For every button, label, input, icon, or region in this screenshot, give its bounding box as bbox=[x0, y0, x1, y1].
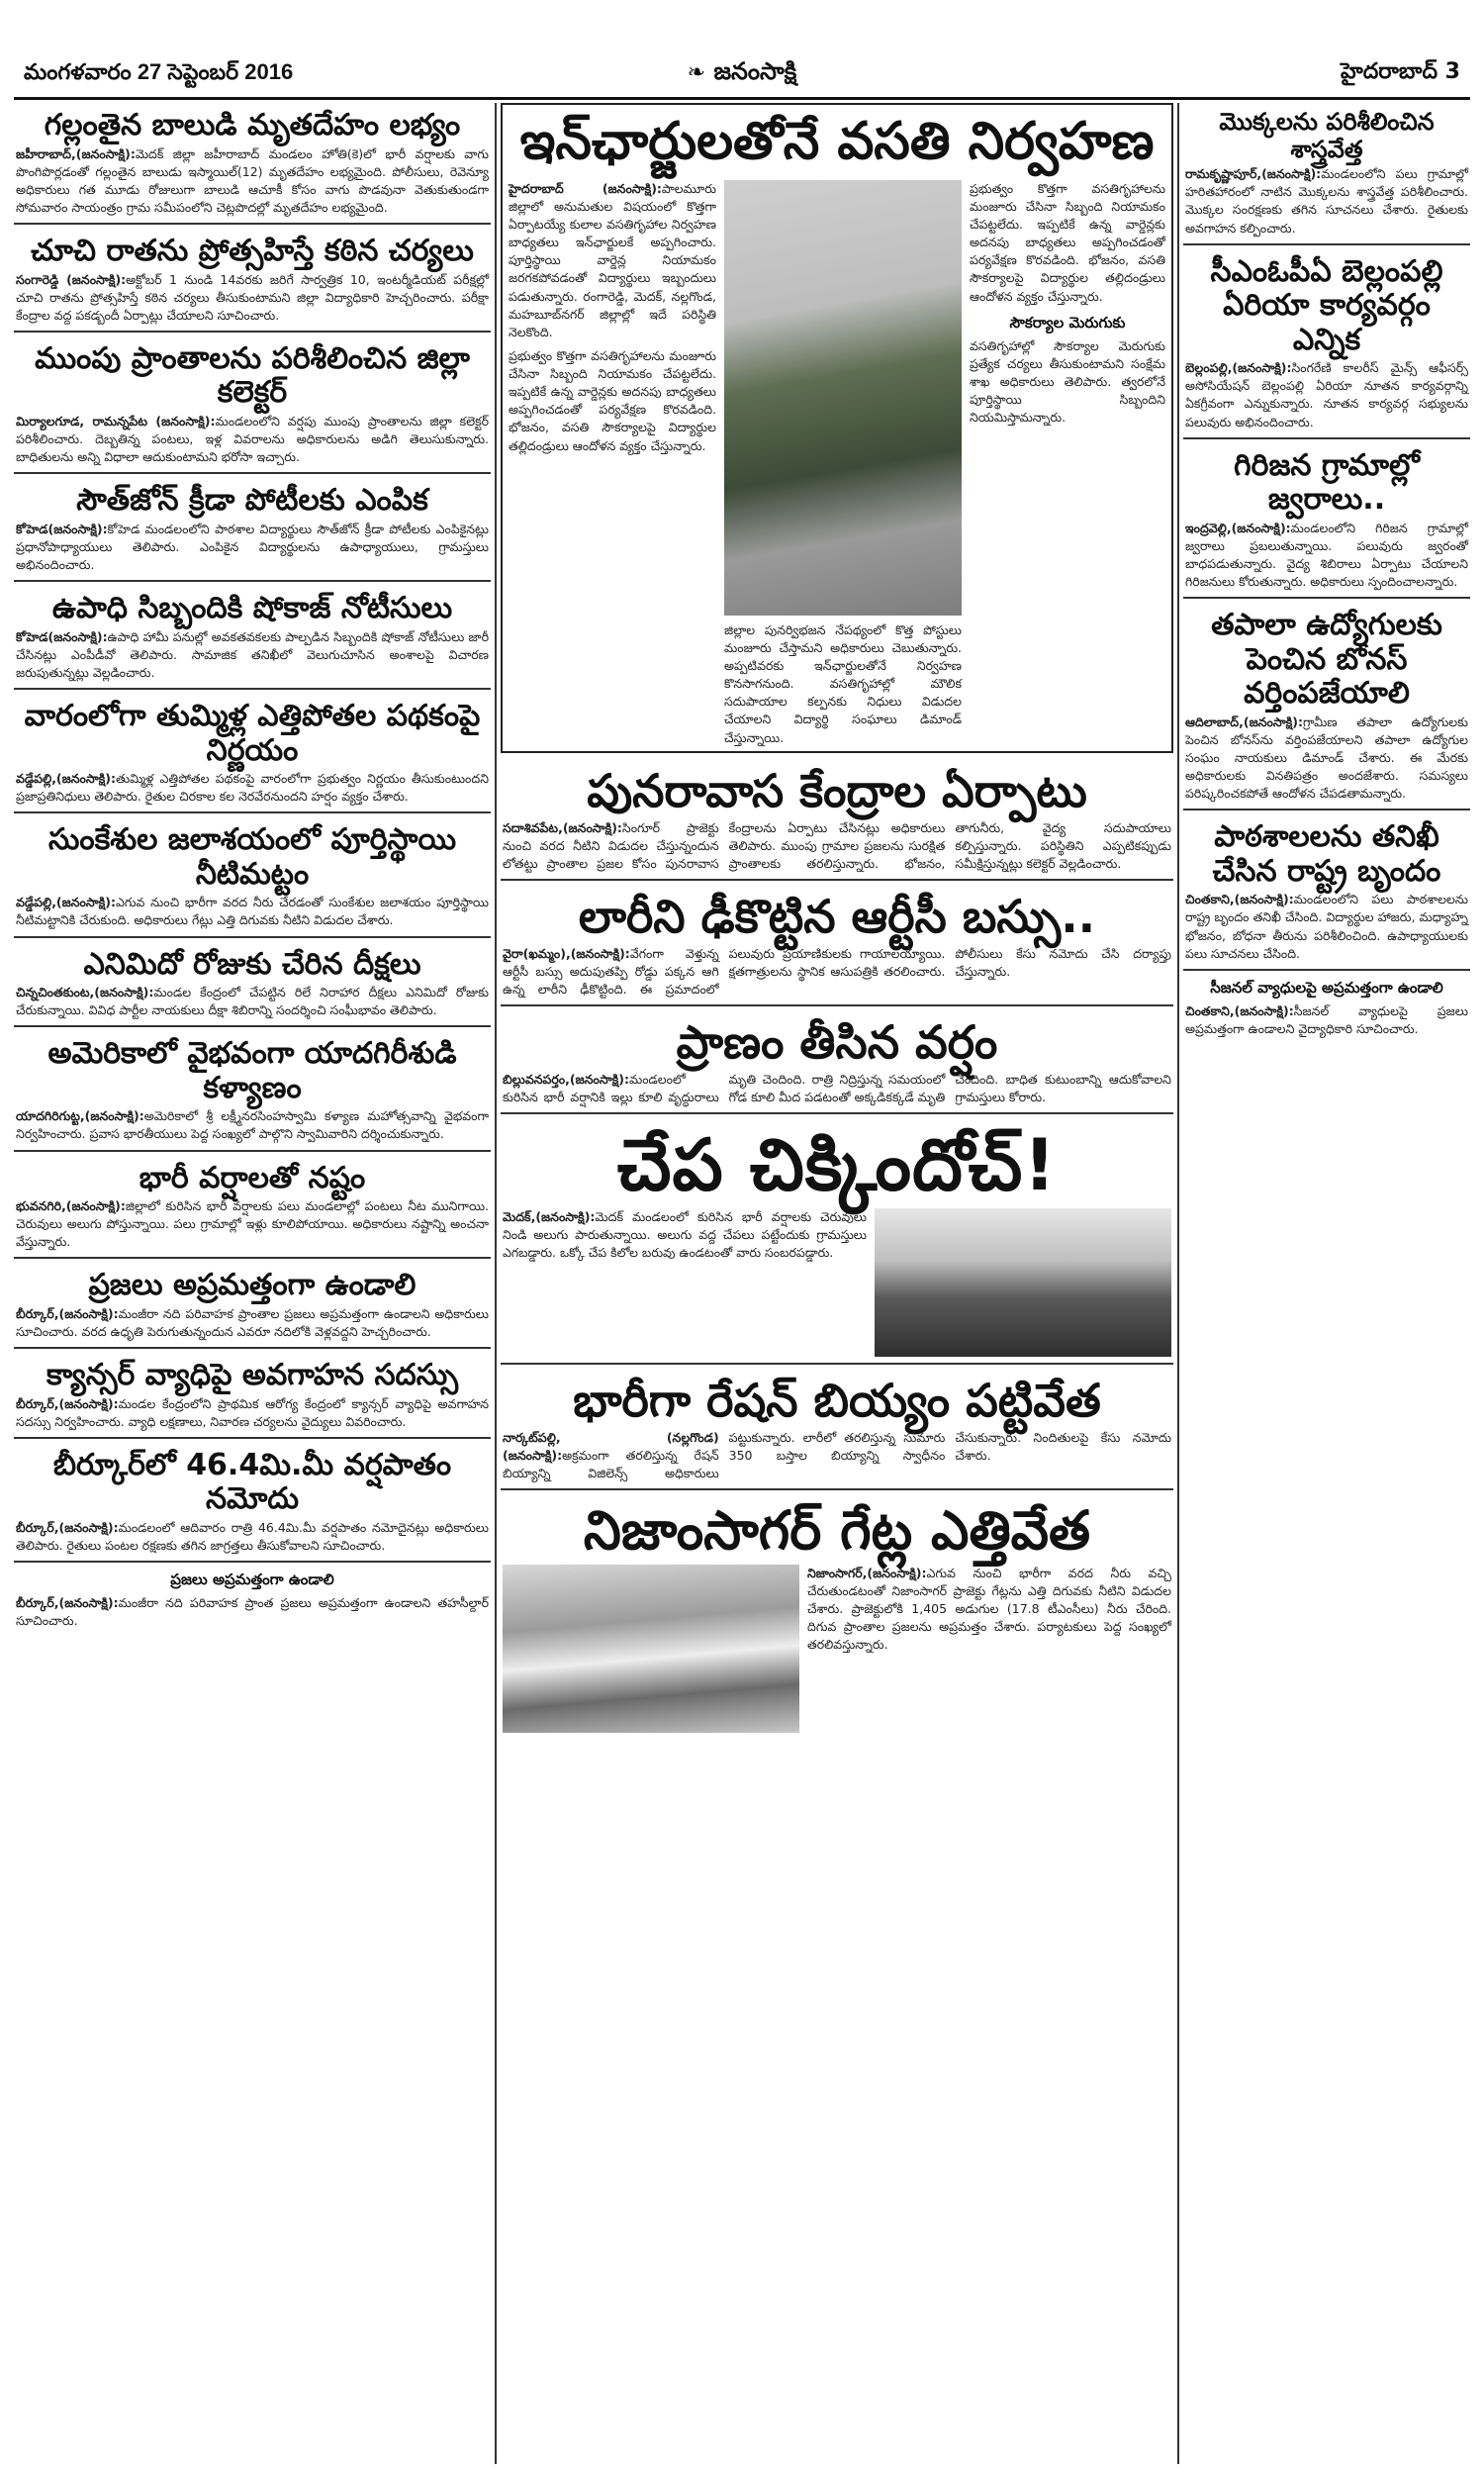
story-headline: ఉపాధి సిబ్బందికి షోకాజ్ నోటీసులు bbox=[51, 591, 453, 626]
left-column bbox=[14, 103, 491, 2464]
lead-dateline: హైదరాబాద్ (జనంసాక్షి): bbox=[509, 180, 662, 196]
story-body bbox=[503, 1208, 867, 1357]
story-text: కోహెడ మండలంలోని పాఠశాల విద్యార్థులు సౌత్‌జోన్ క్రీడా పోటీలకు ఎంపికైనట్లు ప్రధానోపాధ్యాయులు తెలిపారు. ఎంపికైన విద్యార్థులను ఉపాధ్యాయులు, గ్రామస్తులు అభినందించారు. bbox=[16, 521, 489, 572]
story-body bbox=[16, 1197, 489, 1251]
story-dateline: జహీరాబాద్,(జనంసాక్షి): bbox=[16, 145, 136, 161]
story-dateline: కోహెడ(జనంసాక్షి): bbox=[16, 521, 108, 536]
story-dateline: సంగారెడ్డి (జనంసాక్షి): bbox=[16, 271, 127, 287]
lead-col-1 bbox=[509, 180, 716, 747]
story-body bbox=[16, 1305, 489, 1341]
road-median-plants-photo bbox=[724, 180, 962, 616]
story-row bbox=[503, 1565, 1171, 1733]
news-story bbox=[501, 885, 1173, 1006]
lead-subhead: సౌకర్యాల మెరుగుకు bbox=[1009, 313, 1126, 332]
story-headline: సౌత్‌జోన్ క్రీడా పోటీలకు ఎంపిక bbox=[76, 483, 428, 519]
story-text: మండలంలో కురిసిన భారీ వర్షానికి ఇల్లు కూలి వృద్ధురాలు మృతి చెందింది. రాత్రి నిద్రిస్తున్న సమయంలో గోడ కూలి మీద పడటంతో అక్కడికక్కడే మృతి చెందింది. బాధిత కుటుంబాన్ని ఆదుకోవాలని గ్రామస్తులు కోరారు. bbox=[503, 1072, 1171, 1105]
news-story bbox=[501, 759, 1173, 881]
story-text: మెదక్ మండలంలో కురిసిన భారీ వర్షాలకు చెరువులు నిండి అలుగు పారుతున్నాయి. అలుగు వద్ద చేపలు పట్టేందుకు గ్రామస్తులు ఎగబడ్డారు. ఒక్కో చేప కిలోల బరువు ఉండటంతో వారు సంబరపడ్డారు. bbox=[503, 1209, 867, 1261]
story-text: మంజీరా నది పరివాహక ప్రాంతాల ప్రజలు అప్రమత్తంగా ఉండాలని అధికారులు సూచించారు. వరద ఉధృతి పెరుగుతున్నందున ఎవరూ నదిలోకి వెళ్లవద్దని హెచ్చరించారు. bbox=[16, 1305, 489, 1339]
story-subhead: ప్రజలు అప్రమత్తంగా ఉండాలి bbox=[170, 1571, 334, 1589]
story-headline: చేప చిక్కిందోచ్! bbox=[616, 1123, 1058, 1207]
story-row bbox=[503, 1208, 1171, 1357]
lead-text-cont: ప్రభుత్వం కొత్తగా వసతిగృహాలను మంజూరు చేసినా సిబ్బంది నియామకం చేపట్టలేదు. ఇప్పటికే ఉన్న వార్డెన్లకు అదనపు బాధ్యతలు అప్పగించడంతో పర్యవేక్షణ కొరవడింది. భోజనం, వసతి సౌకర్యాలపై విద్యార్థుల తల్లిదండ్రులు ఆందోళన వ్యక్తం చేస్తున్నారు. bbox=[970, 180, 1165, 304]
middle-column bbox=[501, 103, 1173, 2464]
story-dateline: బీర్కూర్,(జనంసాక్షి): bbox=[16, 1305, 119, 1321]
story-text: సింగూర్ ప్రాజెక్టు నుంచి వరద నీటిని విడుదల చేస్తున్నందున లోతట్టు ప్రాంతాల ప్రజల కోసం పునరావాస కేంద్రాలను ఏర్పాటు చేసినట్లు అధికారులు తెలిపారు. ముంపు గ్రామాల ప్రజలను సురక్షిత ప్రాంతాలకు తరలిస్తున్నారు. భోజనం, తాగునీరు, వైద్య సదుపాయాలు కల్పిస్తున్నారు. పరిస్థితిని ఎప్పటికప్పుడు సమీక్షిస్తున్నట్లు కలెక్టర్ వెల్లడించారు. bbox=[503, 819, 1171, 871]
story-text: మండలంలో ఆదివారం రాత్రి 46.4మి.మీ వర్షపాతం నమోదైనట్లు అధికారులు తెలిపారు. రైతులు పంటల రక్షణకు తగిన జాగ్రత్తలు తీసుకోవాలని సూచించారు. bbox=[16, 1519, 489, 1553]
story-text: ఎగువ నుంచి భారీగా వరద నీరు వచ్చి చేరుతుండటంతో నిజాంసాగర్ ప్రాజెక్టు గేట్లను ఎత్తి దిగువకు నీటిని విడుదల చేశారు. ప్రాజెక్టులోకి 1,405 అడుగుల (17.8 టీఎంసీలు) నీరు చేరింది. దిగువ ప్రాంతాల ప్రజలను అప్రమత్తం చేశారు. పర్యాటకులు పెద్ద సంఖ్యలో తరలివస్తున్నారు. bbox=[807, 1565, 1171, 1652]
newspaper-logo bbox=[613, 57, 871, 91]
story-body bbox=[16, 1519, 489, 1555]
story-text: మండలంలోని గిరిజన గ్రామాల్లో జ్వరాలు ప్రబలుతున్నాయి. పలువురు జ్వరంతో బాధపడుతున్నారు. వైద్య శిబిరాలు ఏర్పాటు చేయాలని గిరిజనులు కోరుతున్నారు. అధికారులు స్పందించాలన్నారు. bbox=[1185, 520, 1468, 590]
story-text: మండల కేంద్రంలో చేపట్టిన రిలే నిరాహార దీక్షలు ఎనిమిదో రోజుకు చేరుకున్నాయి. వివిధ పార్టీల నాయకులు దీక్షా శిబిరాన్ని సందర్శించి సంఘీభావం తెలిపారు. bbox=[16, 985, 489, 1018]
story-body bbox=[503, 945, 1171, 999]
lead-col-2 bbox=[724, 180, 962, 747]
dam-gates-photo bbox=[503, 1565, 799, 1733]
story-dateline: ఆదిలాబాద్,(జనంసాక్షి): bbox=[1185, 714, 1303, 729]
story-headline: మొక్కలను పరిశీలించిన శాస్త్రవేత్త bbox=[1219, 108, 1435, 163]
lead-headline: ఇన్‌ఛార్జులతోనే వసతి నిర్వహణ bbox=[519, 112, 1155, 171]
story-headline: తపాలా ఉద్యోగులకు పెంచిన బోనస్ వర్తింపజేయాలి bbox=[1211, 608, 1442, 712]
story-text: సీజనల్ వ్యాధులపై ప్రజలు అప్రమత్తంగా ఉండాలని వైద్యాధికారి సూచించారు. bbox=[1185, 1002, 1468, 1036]
story-dateline: బెల్లంపల్లి,(జనంసాక్షి): bbox=[1185, 360, 1292, 376]
news-story bbox=[14, 1443, 491, 1563]
story-headline: లారీని ఢీకొట్టిన ఆర్టీసీ బస్సు.. bbox=[578, 889, 1096, 943]
fish-catch-crowd-photo bbox=[875, 1208, 1171, 1357]
story-dateline: వడ్డేపల్లి,(జనంసాక్షి): bbox=[16, 771, 117, 786]
news-story bbox=[14, 103, 491, 225]
news-story bbox=[14, 1263, 491, 1349]
story-dateline: మెదక్,(జనంసాక్షి): bbox=[503, 1209, 596, 1225]
column-divider bbox=[495, 103, 497, 2464]
story-dateline: రామకృష్ణాపూర్,(జనంసాక్షి): bbox=[1185, 166, 1322, 182]
story-headline: భారీగా రేషన్ బియ్యం పట్టివేత bbox=[573, 1374, 1101, 1428]
news-story bbox=[14, 694, 491, 813]
story-headline: ప్రజలు అప్రమత్తంగా ఉండాలి bbox=[88, 1268, 417, 1303]
news-story bbox=[501, 1494, 1173, 1738]
lead-text-cont: వసతిగృహాల్లో సౌకర్యాల మెరుగుకు ప్రత్యేక చర్యలు తీసుకుంటామని సంక్షేమ శాఖ అధికారులు తెలిపారు. త్వరలోనే పూర్తిస్థాయి సిబ్బందిని నియమిస్తామన్నారు. bbox=[970, 337, 1165, 426]
lead-story bbox=[501, 103, 1173, 753]
story-body bbox=[16, 894, 489, 929]
story-dateline: సదాశివపేట,(జనంసాక్షి): bbox=[503, 819, 622, 835]
story-text: అక్రమంగా తరలిస్తున్న రేషన్ బియ్యాన్ని విజిలెన్స్ అధికారులు పట్టుకున్నారు. లారీలో తరలిస్తున్న సుమారు 350 బస్తాల బియ్యాన్ని స్వాధీనం చేసుకున్నారు. నిందితులపై కేసు నమోదు చేశారు. bbox=[503, 1430, 1171, 1481]
story-text: అక్టోబర్ 1 నుండి 14వరకు జరిగే సార్వత్రిక 10, ఇంటర్మీడియట్ పరీక్షల్లో చూచి రాతను ప్రోత్సహిస్తే కఠిన చర్యలు తీసుకుంటామని జిల్లా విద్యాధికారి హెచ్చరించారు. పరీక్షా కేంద్రాల వద్ద పకడ్బందీ ఏర్పాట్లు చేయాలని సూచించారు. bbox=[16, 271, 489, 323]
story-headline: చూచి రాతను ప్రోత్సహిస్తే కఠిన చర్యలు bbox=[31, 234, 474, 268]
news-story bbox=[501, 1369, 1173, 1490]
story-body bbox=[1185, 165, 1468, 238]
news-story bbox=[501, 1010, 1173, 1114]
story-headline: పాఠశాలలను తనిఖీ చేసిన రాష్ట్ర బృందం bbox=[1212, 819, 1441, 889]
story-text: వేగంగా వెళ్తున్న ఆర్టీసీ బస్సు అదుపుతప్పి రోడ్డు పక్కన ఆగి ఉన్న లారీని ఢీకొట్టింది. ఈ ప్రమాదంలో పలువురు ప్రయాణికులకు గాయాలయ్యాయి. క్షతగాత్రులను స్థానిక ఆసుపత్రికి తరలించారు. పోలీసులు కేసు నమోదు చేసి దర్యాప్తు చేస్తున్నారు. bbox=[503, 945, 1171, 998]
story-body bbox=[1185, 1002, 1468, 1038]
news-story bbox=[1183, 603, 1470, 810]
story-text: గ్రామీణ తపాలా ఉద్యోగులకు పెంచిన బోనస్‌ను వర్తింపజేయాలని తపాలా ఉద్యోగుల సంఘం నాయకులు డిమాండ్ చేశారు. ఈ మేరకు అధికారులకు వినతిపత్రం అందజేశారు. సమస్యలు పరిష్కరించకపోతే ఆందోళన చేపడతామన్నారు. bbox=[1185, 714, 1468, 802]
news-story bbox=[1183, 814, 1470, 971]
story-headline: అమెరికాలో వైభవంగా యాదగిరీశుడి కళ్యాణం bbox=[47, 1036, 457, 1105]
story-body bbox=[1185, 359, 1468, 431]
story-dateline: వడ్డేపల్లి,(జనంసాక్షి): bbox=[16, 895, 117, 910]
logo-icon: ❧ bbox=[687, 60, 706, 85]
story-dateline: బీర్కూర్,(జనంసాక్షి): bbox=[16, 1519, 119, 1535]
story-dateline: చిన్నచింతకుంట,(జనంసాక్షి): bbox=[16, 985, 154, 1000]
story-body bbox=[1185, 714, 1468, 804]
news-story bbox=[14, 229, 491, 333]
issue-date: మంగళవారం 27 సెప్టెంబర్ 2016 bbox=[24, 59, 294, 84]
story-text: తుమ్మిళ్ల ఎత్తిపోతల పథకంపై వారంలోగా ప్రభుత్వం నిర్ణయం తీసుకుంటుందని ప్రజాప్రతినిధులు తెలిపారు. రైతుల చిరకాల కల నెరవేరనుందని హర్షం వ్యక్తం చేశారు. bbox=[16, 771, 489, 805]
news-story bbox=[14, 1567, 491, 1636]
story-text: మంజీరా నది పరివాహక ప్రాంత ప్రజలు అప్రమత్తంగా ఉండాలని తహసీల్దార్ సూచించారు. bbox=[16, 1595, 489, 1629]
story-dateline: ఇంద్రవెల్లి,(జనంసాక్షి): bbox=[1185, 520, 1291, 535]
news-story bbox=[1183, 249, 1470, 439]
story-headline: ప్రాణం తీసిన వర్షం bbox=[676, 1015, 998, 1070]
lead-text-cont: జిల్లాల పునర్విభజన నేపథ్యంలో కొత్త పోస్టులు మంజూరు చేస్తామని అధికారులు చెబుతున్నారు. అప్పటివరకు ఇన్‌ఛార్జులతోనే నిర్వహణ కొనసాగనుంది. వసతిగృహాల్లో మౌలిక సదుపాయాల కల్పనకు నిధులు విడుదల చేయాలని విద్యార్థి సంఘాలు డిమాండ్ చేస్తున్నాయి. bbox=[724, 621, 962, 745]
story-dateline: వైరా(ఖమ్మం),(జనంసాక్షి): bbox=[503, 945, 630, 961]
lead-col-3 bbox=[970, 180, 1165, 747]
column-divider bbox=[1177, 103, 1179, 2464]
story-headline: గల్లంతైన బాలుడి మృతదేహం లభ్యం bbox=[44, 108, 461, 143]
story-headline: ముంపు ప్రాంతాలను పరిశీలించిన జిల్లా కలెక్టర్ bbox=[35, 340, 470, 411]
story-body bbox=[16, 271, 489, 325]
story-headline: నిజాంసాగర్ గేట్ల ఎత్తివేత bbox=[583, 1499, 1091, 1563]
news-story bbox=[14, 586, 491, 690]
news-story bbox=[501, 1118, 1173, 1365]
story-body bbox=[16, 984, 489, 1019]
news-story bbox=[14, 942, 491, 1028]
masthead bbox=[0, 0, 1484, 99]
story-dateline: మిర్యాలగూడ, రామన్నపేట (జనంసాక్షి): bbox=[16, 413, 216, 428]
logo-text: జనంసాక్షి bbox=[713, 57, 797, 85]
lead-body bbox=[509, 180, 716, 341]
story-dateline: నిజాంసాగర్,(జనంసాక్షి): bbox=[807, 1565, 927, 1580]
edition-city-page: హైదరాబాద్ 3 bbox=[1341, 59, 1460, 84]
story-body bbox=[16, 628, 489, 682]
story-body bbox=[16, 1107, 489, 1143]
story-text: మండలంలోని వర్షపు ముంపు ప్రాంతాలను జిల్లా కలెక్టర్ పరిశీలించారు. దెబ్బతిన్న పంటలు, ఇళ్ల వివరాలను అధికారులను అడిగి తెలుసుకున్నారు. బాధితులను అన్ని విధాలా ఆదుకుంటామని భరోసా ఇచ్చారు. bbox=[16, 413, 490, 465]
news-story bbox=[14, 817, 491, 937]
story-dateline: బీర్కూర్,(జనంసాక్షి): bbox=[16, 1595, 119, 1611]
news-story bbox=[14, 1353, 491, 1439]
story-headline: సుంకేశుల జలాశయంలో పూర్తిస్థాయి నీటిమట్టం bbox=[47, 822, 457, 892]
story-headline: ఎనిమిదో రోజుకు చేరిన దీక్షలు bbox=[83, 946, 421, 982]
story-body bbox=[16, 770, 489, 806]
story-text: ఎగువ నుంచి భారీగా వరద నీరు చేరడంతో సుంకేశుల జలాశయం పూర్తిస్థాయి నీటిమట్టానికి చేరుకుంది. అధికారులు గేట్లు ఎత్తి దిగువకు నీటిని విడుదల చేశారు. bbox=[16, 895, 489, 928]
story-text: మండలంలోని పలు పాఠశాలలను రాష్ట్ర బృందం తనిఖీ చేసింది. విద్యార్థుల హాజరు, మధ్యాహ్న భోజనం, బోధనా తీరును పరిశీలించింది. ఉపాధ్యాయులకు పలు సూచనలు చేసింది. bbox=[1185, 892, 1468, 961]
story-headline: క్యాన్సర్ వ్యాధిపై అవగాహన సదస్సు bbox=[46, 1358, 459, 1393]
story-text: జిల్లాలో కురిసిన భారీ వర్షాలకు పలు మండలాల్లో పంటలు నీట మునిగాయి. చెరువులు అలుగు పోస్తున్నాయి. పలు గ్రామాల్లో ఇళ్లు కూలిపోయాయి. అధికారులు నష్టాన్ని అంచనా వేస్తున్నారు. bbox=[16, 1198, 489, 1250]
story-body bbox=[16, 413, 489, 466]
news-story bbox=[14, 1156, 491, 1260]
lead-text: పాలమూరు జిల్లాలో అనుమతుల విషయంలో కొత్తగా ఏర్పాటయ్యే కులాల వసతిగృహాల నిర్వహణ బాధ్యతలు ఇన్‌ఛార్జులకే అప్పగించారు. పూర్తిస్థాయి వార్డెన్ల నియామకం జరగకపోవడంతో విద్యార్థులు ఇబ్బందులు పడుతున్నారు. రంగారెడ్డి, మెదక్, నల్లగొండ, మహబూబ్‌నగర్ జిల్లాల్లో ఇదే పరిస్థితి నెలకొంది. bbox=[509, 180, 716, 339]
story-body bbox=[807, 1565, 1171, 1733]
story-body bbox=[503, 819, 1171, 873]
story-text: అమెరికాలో శ్రీ లక్ష్మీనరసింహస్వామి కళ్యాణ మహోత్సవాన్ని వైభవంగా నిర్వహించారు. ప్రవాస భారతీయులు పెద్ద సంఖ్యలో పాల్గొని స్వామివారిని దర్శించుకున్నారు. bbox=[16, 1108, 489, 1142]
story-body bbox=[16, 145, 489, 218]
news-story bbox=[14, 1031, 491, 1151]
news-story bbox=[1183, 975, 1470, 1044]
lead-grid bbox=[509, 180, 1165, 747]
news-story bbox=[14, 478, 491, 582]
story-headline: భారీ వర్షాలతో నష్టం bbox=[139, 1160, 366, 1195]
story-dateline: చింతకాని,(జనంసాక్షి): bbox=[1185, 892, 1294, 907]
story-dateline: బీర్కూర్,(జనంసాక్షి): bbox=[16, 1395, 119, 1411]
story-text: మెదక్ జిల్లా జహీరాబాద్ మండలం హోతి(కె)లో భారీ వర్షాలకు వాగు పొంగిపొర్లడంతో గల్లంతైన బాలుడు ఇస్మాయిల్(12) మృతదేహం లభ్యమైంది. పోలీసులు, రెవెన్యూ అధికారులు గత మూడు రోజులుగా బాలుడి ఆచూకీ కోసం వాగు పొడవునా వెతుకుతుండగా సోమవారం సాయంత్రం గ్రామ సమీపంలోని చెట్లపొదల్లో మృతదేహం లభ్యమైంది. bbox=[16, 145, 489, 215]
story-body bbox=[16, 1395, 489, 1431]
story-dateline: యాదగిరిగుట్ట,(జనంసాక్షి): bbox=[16, 1108, 144, 1124]
masthead-rule bbox=[14, 97, 1470, 100]
story-dateline: నార్కట్‌పల్లి, (నల్లగొండ) (జనంసాక్షి): bbox=[503, 1430, 719, 1464]
story-text: మండలంలోని పలు గ్రామాల్లో హరితహారంలో నాటిన మొక్కలను శాస్త్రవేత్త పరిశీలించారు. మొక్కల సంరక్షణకు తగిన సూచనలు చేశారు. రైతులకు అవగాహన కల్పించారు. bbox=[1185, 166, 1468, 236]
story-text: ఉపాధి హామీ పనుల్లో అవకతవకలకు పాల్పడిన సిబ్బందికి షోకాజ్ నోటీసులు జారీ చేసినట్లు ఎంపీడీవో తెలిపారు. సామాజిక తనిఖీలో వెలుగుచూసిన అంశాలపై విచారణ జరుపుతున్నట్లు వెల్లడించారు. bbox=[16, 628, 489, 680]
story-body bbox=[503, 1429, 1171, 1482]
story-subhead: సీజనల్ వ్యాధులపై అప్రమత్తంగా ఉండాలి bbox=[1210, 978, 1443, 997]
story-text: మండల కేంద్రంలోని ప్రాథమిక ఆరోగ్య కేంద్రంలో క్యాన్సర్ వ్యాధిపై అవగాహన సదస్సు నిర్వహించారు. వ్యాధి లక్షణాలు, నివారణ చర్యలను వైద్యులు వివరించారు. bbox=[16, 1395, 489, 1429]
story-headline: పునరావాస కేంద్రాల ఏర్పాటు bbox=[587, 763, 1087, 817]
story-dateline: బిల్లువనపర్తం,(జనంసాక్షి): bbox=[503, 1072, 629, 1088]
story-headline: గిరిజన గ్రామాల్లో జ్వరాలు.. bbox=[1234, 447, 1420, 518]
story-headline: వారంలోగా తుమ్మిళ్ల ఎత్తిపోతల పథకంపై నిర్ణయం bbox=[24, 699, 481, 768]
story-headline: సీఎంఓపీఏ బెల్లంపల్లి ఏరియా కార్యవర్గం ఎన్నిక bbox=[1210, 253, 1443, 357]
news-story bbox=[1183, 443, 1470, 600]
news-story bbox=[1183, 103, 1470, 245]
story-dateline: కోహెడ(జనంసాక్షి): bbox=[16, 628, 108, 644]
news-story bbox=[14, 336, 491, 474]
story-body bbox=[1185, 891, 1468, 963]
story-body bbox=[16, 1594, 489, 1630]
story-headline: బీర్కూర్‌లో 46.4మి.మీ వర్షపాతం నమోదు bbox=[52, 1447, 452, 1517]
story-body bbox=[1185, 520, 1468, 592]
story-dateline: చింతకాని,(జనంసాక్షి): bbox=[1185, 1002, 1294, 1018]
story-text: సింగరేణి కాలరీస్ మైన్స్ ఆఫీసర్స్ అసోసియేషన్ బెల్లంపల్లి ఏరియా నూతన కార్యవర్గాన్ని ఏకగ్రీవంగా ఎన్నుకున్నారు. నూతన కార్యవర్గ సభ్యులను పలువురు అభినందించారు. bbox=[1185, 360, 1468, 429]
right-column bbox=[1183, 103, 1470, 2464]
story-body bbox=[503, 1071, 1171, 1106]
lead-text-cont: ప్రభుత్వం కొత్తగా వసతిగృహాలను మంజూరు చేసినా సిబ్బంది నియామకం చేపట్టలేదు. ఇప్పటికే ఉన్న వార్డెన్లకు అదనపు బాధ్యతలు అప్పగించడంతో పర్యవేక్షణ కొరవడింది. భోజనం, వసతి సౌకర్యాలపై విద్యార్థుల తల్లిదండ్రులు ఆందోళన వ్యక్తం చేస్తున్నారు. bbox=[509, 347, 716, 453]
story-body bbox=[16, 521, 489, 574]
story-dateline: భువనగిరి,(జనంసాక్షి): bbox=[16, 1198, 126, 1213]
